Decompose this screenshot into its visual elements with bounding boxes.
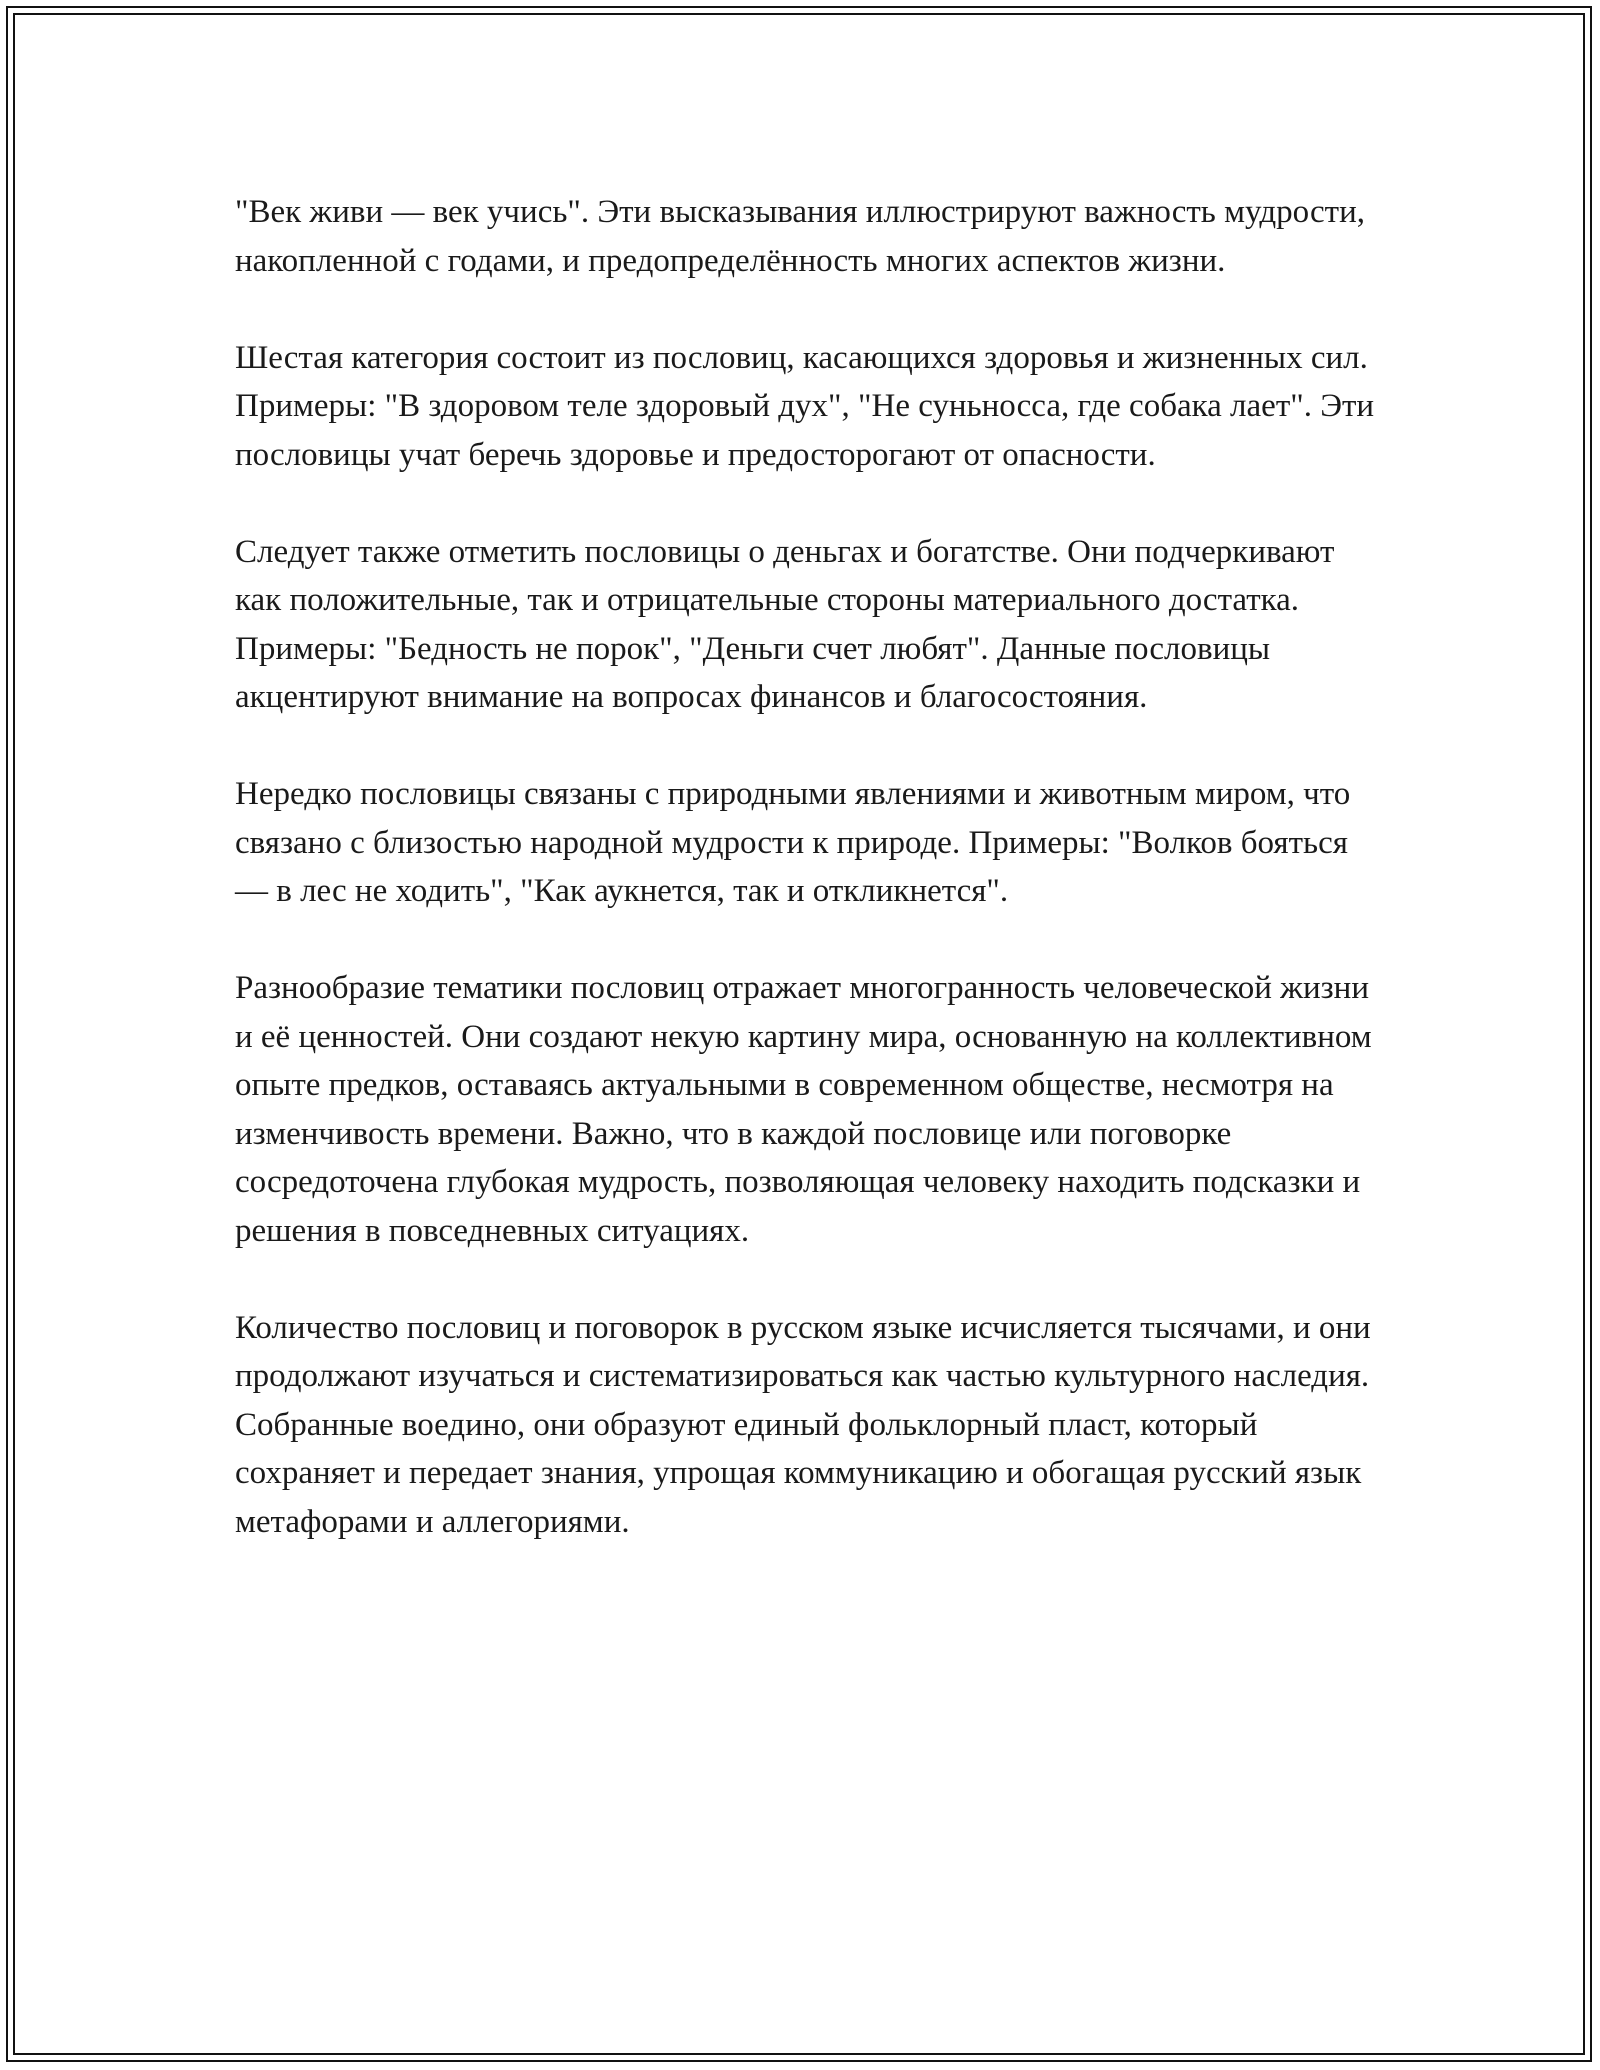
- paragraph-6: Количество пословиц и поговорок в русском языке исчисляется тысячами, и они продолжают изучаться и систематизироваться как частью культурного наследия. Собранные воедино, они образуют единый фольклорный пласт, который сохраняет и передает знания, упрощая коммуникацию и обогащая русский язык метафорами и аллегориями.: [235, 1309, 1371, 1540]
- paragraph-3: Следует также отметить пословицы о деньгах и богатстве. Они подчеркивают как положительные, так и отрицательные стороны материального достатка. Примеры: "Бедность не порок", "Деньги счет любят". Данные пословицы акцентируют внимание на вопросах финансов и благосостояния.: [235, 533, 1335, 715]
- paragraph-2: Шестая категория состоит из пословиц, касающихся здоровья и жизненных сил. Примеры: "В здоровом теле здоровый дух", "Не суньносса, где собака лает". Эти пословицы учат беречь здоровье и предосторогают от опасности.: [235, 339, 1375, 473]
- paragraph-5: Разнообразие тематики пословиц отражает многогранность человеческой жизни и её ценностей. Они создают некую картину мира, основанную на коллективном опыте предков, оставаясь актуальными в современном обществе, несмотря на изменчивость времени. Важно, что в каждой пословице или поговорке сосредоточена глубокая мудрость, позволяющая человеку находить подсказки и решения в повседневных ситуациях.: [235, 970, 1372, 1249]
- paragraph-4: Нередко пословицы связаны с природными явлениями и животным миром, что связано с близостью народной мудрости к природе. Примеры: "Волков бояться — в лес не ходить", "Как аукнется, так и откликнется".: [235, 776, 1351, 909]
- paragraph-1: "Век живи — век учись". Эти высказывания иллюстрируют важность мудрости, накопленной с годами, и предопределённость многих аспектов жизни.: [235, 194, 1365, 279]
- document-body: [235, 188, 1375, 1546]
